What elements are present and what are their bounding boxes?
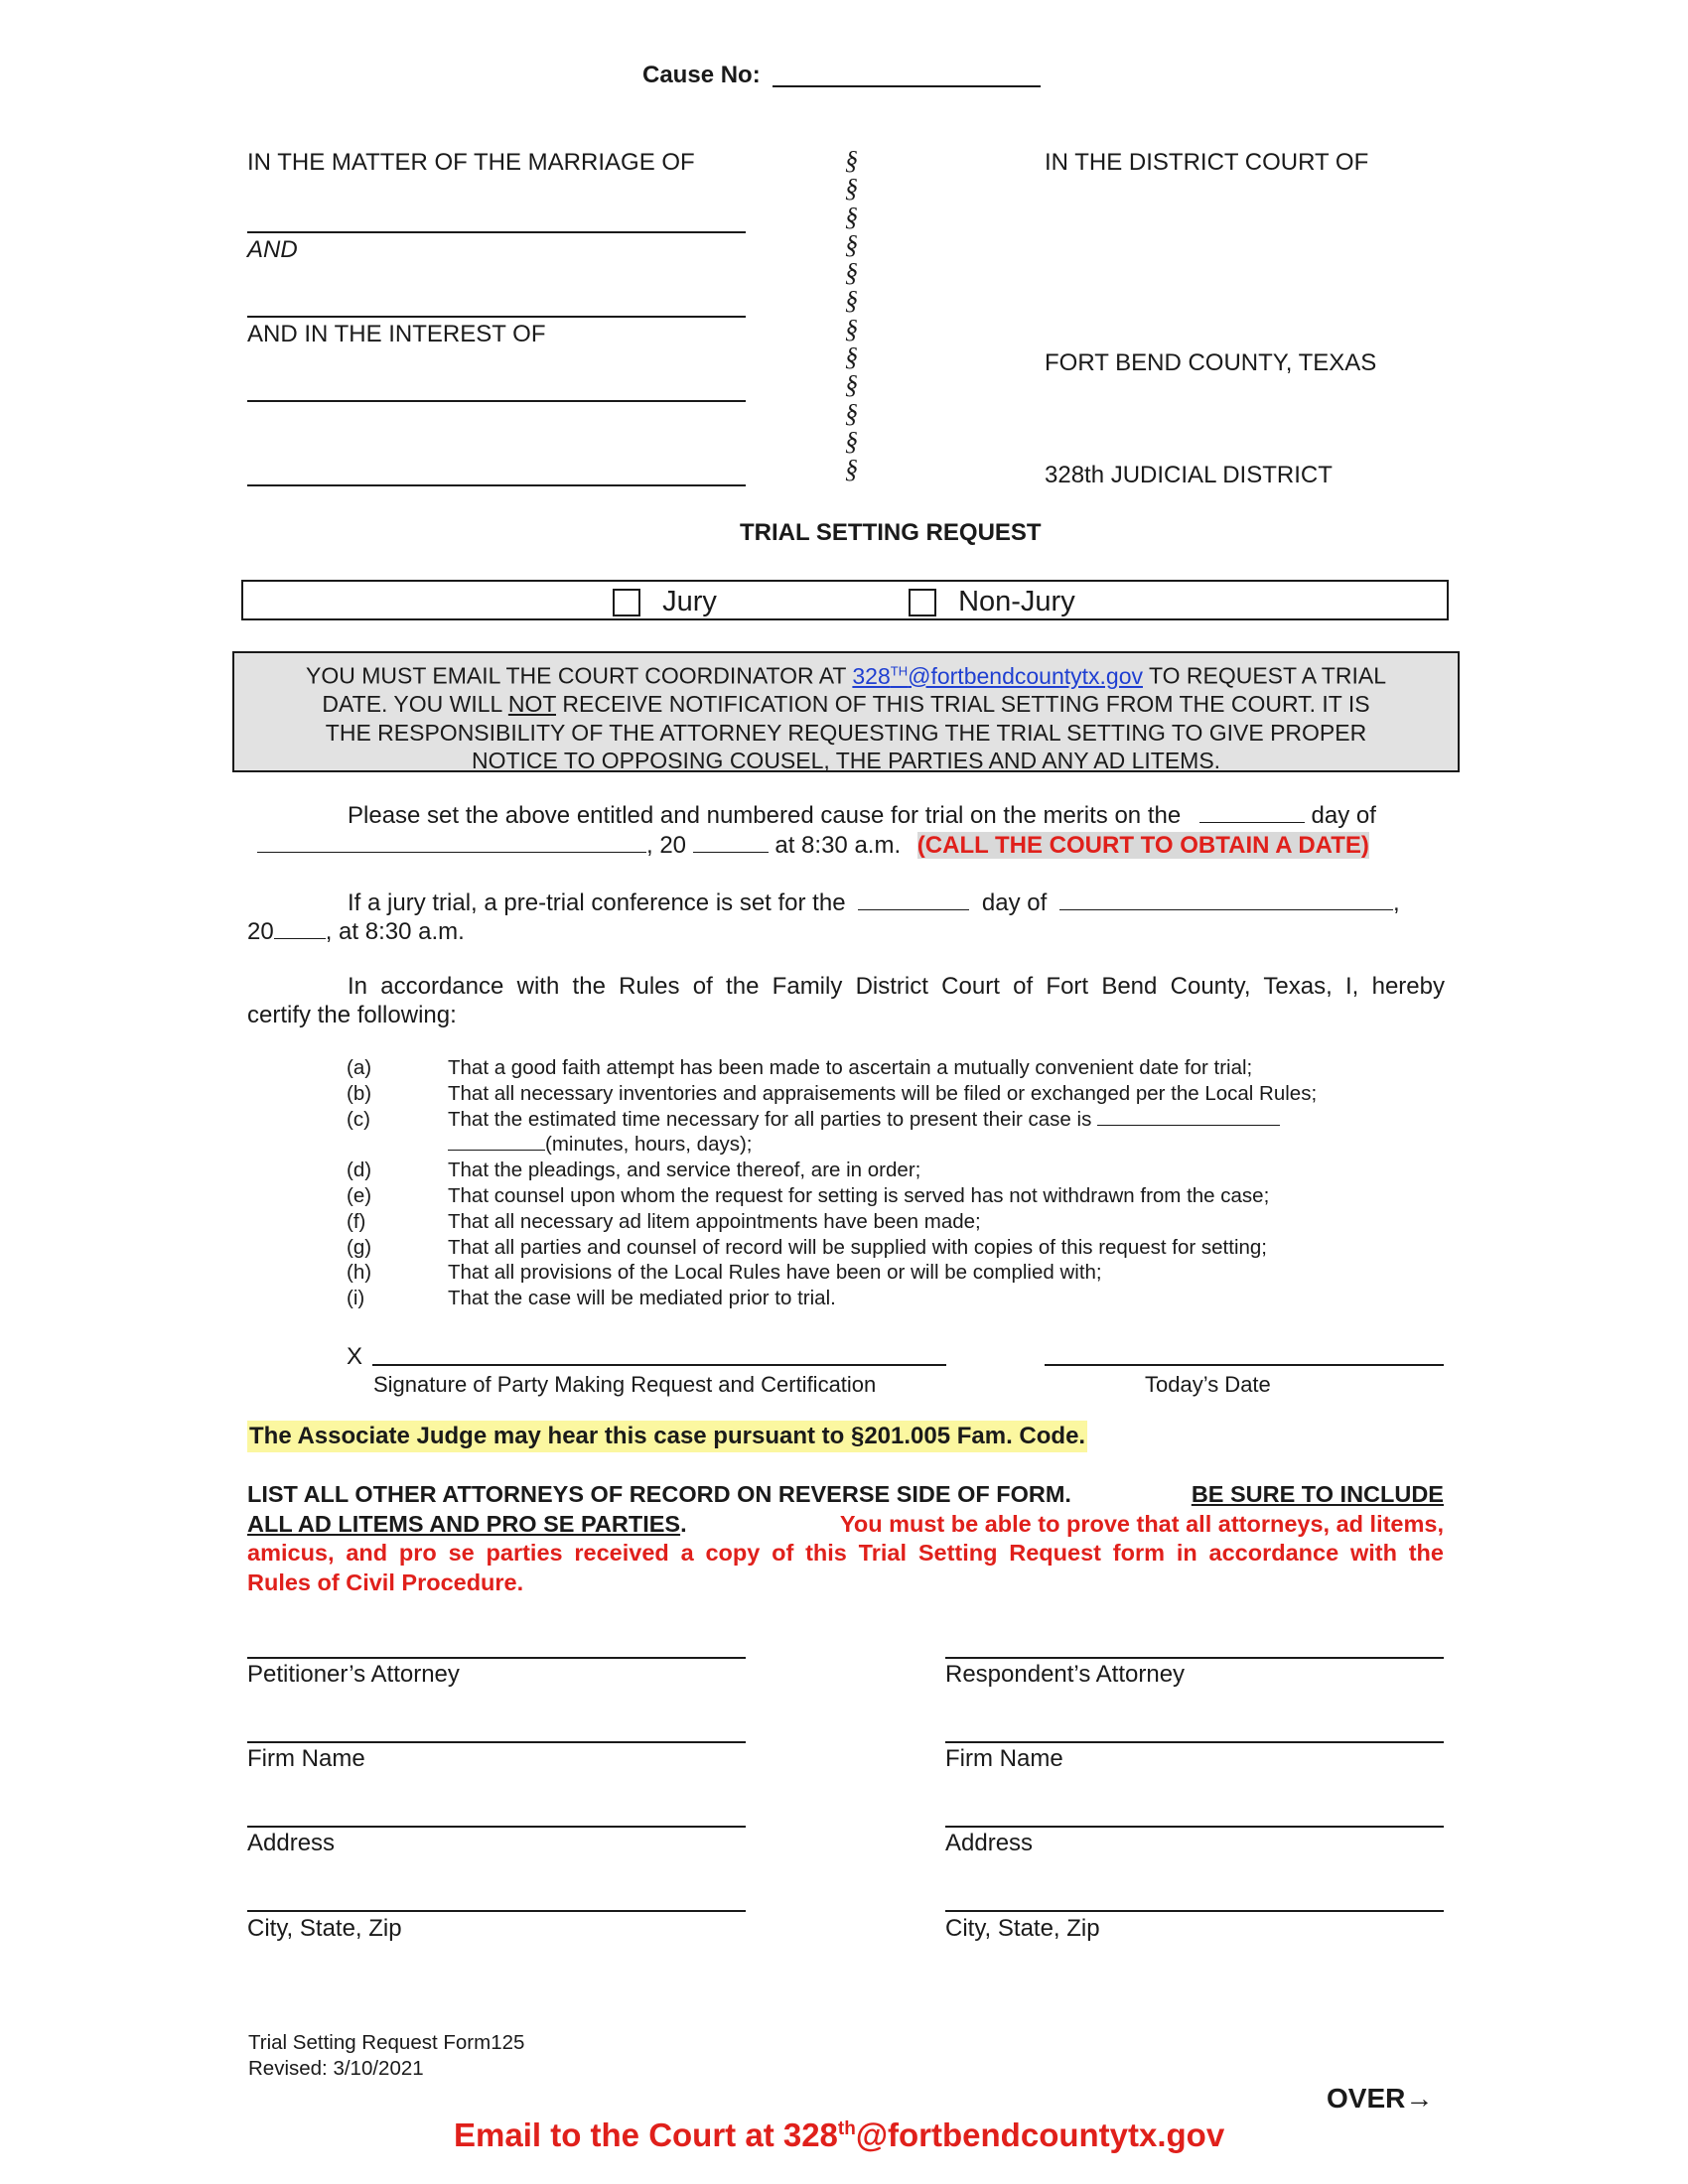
cert-text: That all parties and counsel of record will be supplied with copies of this request for setting; <box>448 1235 1267 1259</box>
court-email-link[interactable] <box>852 663 1143 689</box>
trial-type-box <box>241 580 1449 620</box>
trial-date-paragraph <box>348 802 1376 830</box>
p2-time: , at 8:30 a.m. <box>325 918 465 945</box>
associate-judge-note: The Associate Judge may hear this case pursuant to §201.005 Fam. Code. <box>247 1421 1087 1452</box>
petitioner-attorney-label: Petitioner’s Attorney <box>247 1661 460 1688</box>
section-symbol: § <box>845 146 858 175</box>
list-item <box>347 1209 1429 1235</box>
notice-text: DATE. YOU WILL <box>322 691 508 718</box>
cause-number-field[interactable] <box>773 85 1041 87</box>
notice-text: TO REQUEST A TRIAL <box>1142 662 1386 689</box>
pretrial-paragraph-line2 <box>247 918 465 946</box>
cert-text <box>448 1132 1429 1158</box>
list-item <box>347 1235 1429 1261</box>
attorneys-note-underline-2: ALL AD LITEMS AND PRO SE PARTIES <box>247 1510 681 1537</box>
p2-text: If a jury trial, a pre-trial conference is set for the <box>348 889 846 916</box>
section-symbol: § <box>845 286 858 316</box>
nonjury-label: Non-Jury <box>958 586 1075 617</box>
court-title: IN THE DISTRICT COURT OF <box>1045 149 1369 176</box>
party-1-field[interactable] <box>247 231 746 233</box>
petitioner-city-label: City, State, Zip <box>247 1915 402 1942</box>
cert-text: That the case will be mediated prior to trial. <box>448 1287 836 1310</box>
section-symbol-column <box>845 147 865 484</box>
p1-dayof: day of <box>1311 802 1376 829</box>
section-symbol: § <box>845 370 858 400</box>
email-sup: TH <box>890 663 909 678</box>
over-label: OVER→ <box>1327 2083 1434 2114</box>
cert-text: That all necessary ad litem appointments have been made; <box>448 1209 981 1233</box>
list-item <box>347 1260 1429 1286</box>
cert-text: That all provisions of the Local Rules have been or will be complied with; <box>448 1261 1102 1285</box>
form-name: Trial Setting Request Form125 <box>248 2031 525 2054</box>
attorneys-note-text: LIST ALL OTHER ATTORNEYS OF RECORD ON REVERSE SIDE OF FORM. <box>247 1481 1071 1507</box>
trial-day-field[interactable] <box>1199 822 1305 823</box>
cert-text: That a good faith attempt has been made to ascertain a mutually convenient date for trial; <box>448 1056 1253 1079</box>
p1-year: , 20 <box>646 832 687 859</box>
respondent-address-field[interactable] <box>945 1826 1444 1828</box>
section-symbol: § <box>845 258 858 288</box>
pretrial-day-field[interactable] <box>858 909 969 910</box>
pretrial-year-field[interactable] <box>274 938 326 939</box>
child-2-field[interactable] <box>247 484 746 486</box>
attorneys-note-line2 <box>247 1510 1444 1540</box>
section-symbol: § <box>845 202 858 231</box>
p1-time: at 8:30 a.m. <box>774 832 902 859</box>
marriage-title: IN THE MATTER OF THE MARRIAGE OF <box>247 149 695 176</box>
list-item <box>347 1286 1429 1311</box>
signature-x: X <box>347 1343 363 1370</box>
attorneys-warning-1: You must be able to prove that all attorneys, ad litems, <box>839 1510 1444 1537</box>
notice-not: NOT <box>507 691 556 718</box>
respondent-attorney-label: Respondent’s Attorney <box>945 1661 1186 1688</box>
estimated-time-field[interactable] <box>1097 1125 1280 1126</box>
revised-date: Revised: 3/10/2021 <box>248 2057 424 2080</box>
date-field[interactable] <box>1045 1364 1444 1366</box>
petitioner-firm-field[interactable] <box>247 1741 746 1743</box>
nonjury-option[interactable] <box>909 586 1075 617</box>
jury-label: Jury <box>662 586 717 617</box>
list-item <box>347 1081 1429 1107</box>
p2-dayof: day of <box>981 889 1048 916</box>
cause-number-row <box>642 62 761 89</box>
section-symbol: § <box>845 174 858 204</box>
signature-field[interactable] <box>372 1364 946 1366</box>
p2-year: 20 <box>247 918 274 945</box>
cert-key: (i) <box>347 1287 365 1310</box>
cert-text: That all necessary inventories and appraisements will be filed or exchanged per the Local Rules; <box>448 1081 1318 1105</box>
cert-text <box>448 1107 1429 1133</box>
email-suffix: @fortbendcountytx.gov <box>908 662 1143 689</box>
attorneys-note-line1 <box>247 1480 1444 1510</box>
section-symbol: § <box>845 398 858 428</box>
footer-email[interactable] <box>454 2116 1224 2154</box>
interest-title: AND IN THE INTEREST OF <box>247 321 546 347</box>
respondent-firm-label: Firm Name <box>945 1745 1063 1772</box>
form-footer <box>248 2030 524 2082</box>
cause-number-label: Cause No: <box>642 62 761 88</box>
date-label: Today’s Date <box>1145 1372 1271 1397</box>
trial-month-field[interactable] <box>257 852 646 853</box>
cert-c-text: That the estimated time necessary for all parties to present their case is <box>448 1107 1092 1131</box>
cert-key: (g) <box>347 1235 372 1259</box>
cert-key: (a) <box>347 1056 372 1079</box>
nonjury-checkbox[interactable] <box>909 589 936 616</box>
footer-email-sup: th <box>837 2118 856 2139</box>
list-item <box>347 1132 1429 1158</box>
section-symbol: § <box>845 342 858 372</box>
section-symbol: § <box>845 426 858 456</box>
attorneys-note <box>247 1480 1444 1597</box>
attorneys-warning-3: Rules of Civil Procedure. <box>247 1569 524 1595</box>
cert-text: That counsel upon whom the request for setting is served has not withdrawn from the case; <box>448 1183 1270 1207</box>
cert-text: That the pleadings, and service thereof, are in order; <box>448 1159 921 1182</box>
and-label: AND <box>247 236 298 263</box>
time-unit-field[interactable] <box>448 1150 545 1151</box>
notice-line-4: NOTICE TO OPPOSING COUSEL, THE PARTIES AND ANY AD LITEMS. <box>471 748 1221 774</box>
list-item <box>347 1183 1429 1209</box>
respondent-address-label: Address <box>945 1830 1034 1856</box>
attorneys-warning-2: amicus, and pro se parties received a copy of this Trial Setting Request form in accordance with the <box>247 1540 1444 1566</box>
call-court-note: (CALL THE COURT TO OBTAIN A DATE) <box>916 832 1369 859</box>
certify-paragraph-line2: certify the following: <box>247 1002 457 1028</box>
trial-date-paragraph-line2 <box>257 832 1369 860</box>
respondent-firm-field[interactable] <box>945 1741 1444 1743</box>
section-symbol: § <box>845 455 858 484</box>
pretrial-paragraph <box>348 889 1400 917</box>
signature-label: Signature of Party Making Request and Certification <box>373 1372 877 1397</box>
petitioner-firm-label: Firm Name <box>247 1745 365 1772</box>
petitioner-city-field[interactable] <box>247 1910 746 1912</box>
list-item <box>347 1055 1429 1081</box>
pretrial-month-field[interactable] <box>1059 909 1393 910</box>
notice-box <box>232 651 1460 772</box>
jury-option[interactable] <box>613 586 717 617</box>
petitioner-address-label: Address <box>247 1830 336 1856</box>
district-label: 328th JUDICIAL DISTRICT <box>1045 462 1333 488</box>
footer-email-post: @fortbendcountytx.gov <box>855 2116 1225 2153</box>
section-symbol: § <box>845 229 858 259</box>
footer-email-pre: Email to the Court at 328 <box>454 2116 838 2153</box>
cert-c-units: (minutes, hours, days); <box>545 1133 753 1157</box>
attorneys-note-dot: . <box>680 1510 687 1537</box>
county-label: FORT BEND COUNTY, TEXAS <box>1045 349 1377 376</box>
p1-text: Please set the above entitled and numbered cause for trial on the merits on the <box>348 802 1182 829</box>
notice-line-2 <box>234 690 1458 719</box>
list-item <box>347 1107 1429 1133</box>
petitioner-address-field[interactable] <box>247 1826 746 1828</box>
party-2-field[interactable] <box>247 316 746 318</box>
cert-key: (d) <box>347 1159 372 1182</box>
attorneys-note-underline: BE SURE TO INCLUDE <box>1191 1481 1444 1507</box>
cert-key: (f) <box>347 1209 366 1233</box>
notice-text: YOU MUST EMAIL THE COURT COORDINATOR AT <box>306 662 853 689</box>
trial-year-field[interactable] <box>693 852 769 853</box>
list-item <box>347 1158 1429 1183</box>
respondent-city-label: City, State, Zip <box>945 1915 1100 1942</box>
notice-line-3: THE RESPONSIBILITY OF THE ATTORNEY REQUESTING THE TRIAL SETTING TO GIVE PROPER <box>325 719 1367 746</box>
jury-checkbox[interactable] <box>613 589 640 616</box>
petitioner-attorney-field[interactable] <box>247 1657 746 1659</box>
cert-key: (h) <box>347 1261 372 1285</box>
cert-key: (e) <box>347 1183 372 1207</box>
cert-key: (b) <box>347 1081 372 1105</box>
respondent-city-field[interactable] <box>945 1910 1444 1912</box>
p2-comma: , <box>1392 889 1400 916</box>
notice-text: RECEIVE NOTIFICATION OF THIS TRIAL SETTING FROM THE COURT. IT IS <box>556 691 1370 718</box>
certify-paragraph-line1: In accordance with the Rules of the Family District Court of Fort Bend County, Texas, I, hereby <box>348 973 1445 1000</box>
respondent-attorney-field[interactable] <box>945 1657 1444 1659</box>
certification-list <box>347 1055 1429 1311</box>
form-title: TRIAL SETTING REQUEST <box>740 519 1042 546</box>
email-prefix: 328 <box>852 662 891 689</box>
cert-key: (c) <box>347 1107 370 1131</box>
notice-line-1 <box>234 657 1458 690</box>
child-1-field[interactable] <box>247 400 746 402</box>
section-symbol: § <box>845 314 858 343</box>
